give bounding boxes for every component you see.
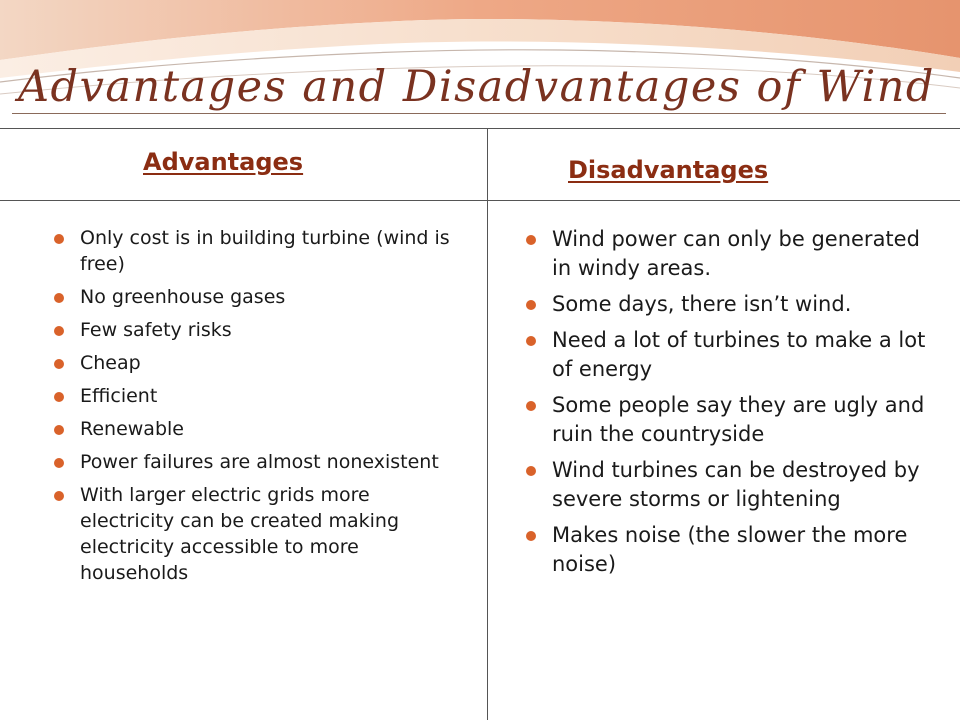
bullet-icon bbox=[54, 392, 64, 402]
bullet-icon bbox=[54, 491, 64, 501]
advantage-text: Few safety risks bbox=[80, 319, 232, 341]
disadvantage-text: Wind power can only be generated in windy areas. bbox=[552, 227, 920, 280]
bullet-icon bbox=[526, 401, 536, 411]
disadvantage-text: Makes noise (the slower the more noise) bbox=[552, 523, 908, 576]
advantage-text: Renewable bbox=[80, 418, 184, 440]
list-item bbox=[52, 416, 457, 442]
bullet-icon bbox=[526, 466, 536, 476]
list-item bbox=[524, 456, 944, 514]
list-item bbox=[524, 326, 944, 384]
disadvantage-text: Some days, there isn’t wind. bbox=[552, 292, 852, 316]
disadvantage-text: Need a lot of turbines to make a lot of energy bbox=[552, 328, 926, 381]
column-divider bbox=[487, 128, 488, 720]
table-header-border bbox=[0, 200, 960, 201]
advantage-text: Only cost is in building turbine (wind is free) bbox=[80, 227, 450, 275]
bullet-icon bbox=[54, 293, 64, 303]
list-item bbox=[524, 521, 944, 579]
slide-title: Advantages and Disadvantages of Wind bbox=[18, 62, 935, 112]
list-item bbox=[52, 350, 457, 376]
bullet-icon bbox=[54, 458, 64, 468]
bullet-icon bbox=[54, 326, 64, 336]
list-item bbox=[524, 225, 944, 283]
advantage-text: Efficient bbox=[80, 385, 158, 407]
disadvantages-heading: Disadvantages bbox=[568, 156, 769, 184]
advantage-text: With larger electric grids more electricity can be created making electricity accessible to more households bbox=[80, 484, 400, 584]
bullet-icon bbox=[526, 300, 536, 310]
advantage-text: No greenhouse gases bbox=[80, 286, 286, 308]
advantage-text: Cheap bbox=[80, 352, 141, 374]
disadvantages-list bbox=[524, 225, 944, 586]
bullet-icon bbox=[54, 234, 64, 244]
advantage-text: Power failures are almost nonexistent bbox=[80, 451, 439, 473]
list-item bbox=[524, 290, 944, 319]
disadvantage-text: Some people say they are ugly and ruin the countryside bbox=[552, 393, 925, 446]
bullet-icon bbox=[526, 336, 536, 346]
disadvantage-text: Wind turbines can be destroyed by severe storms or lightening bbox=[552, 458, 920, 511]
list-item bbox=[52, 449, 457, 475]
bullet-icon bbox=[54, 359, 64, 369]
table-top-border bbox=[0, 128, 960, 129]
advantages-heading: Advantages bbox=[143, 148, 304, 176]
advantages-list bbox=[52, 225, 457, 593]
list-item bbox=[52, 317, 457, 343]
list-item bbox=[52, 284, 457, 310]
list-item bbox=[52, 383, 457, 409]
list-item bbox=[52, 482, 457, 586]
list-item bbox=[524, 391, 944, 449]
list-item bbox=[52, 225, 457, 277]
bullet-icon bbox=[54, 425, 64, 435]
bullet-icon bbox=[526, 235, 536, 245]
title-underline bbox=[12, 113, 946, 114]
bullet-icon bbox=[526, 531, 536, 541]
